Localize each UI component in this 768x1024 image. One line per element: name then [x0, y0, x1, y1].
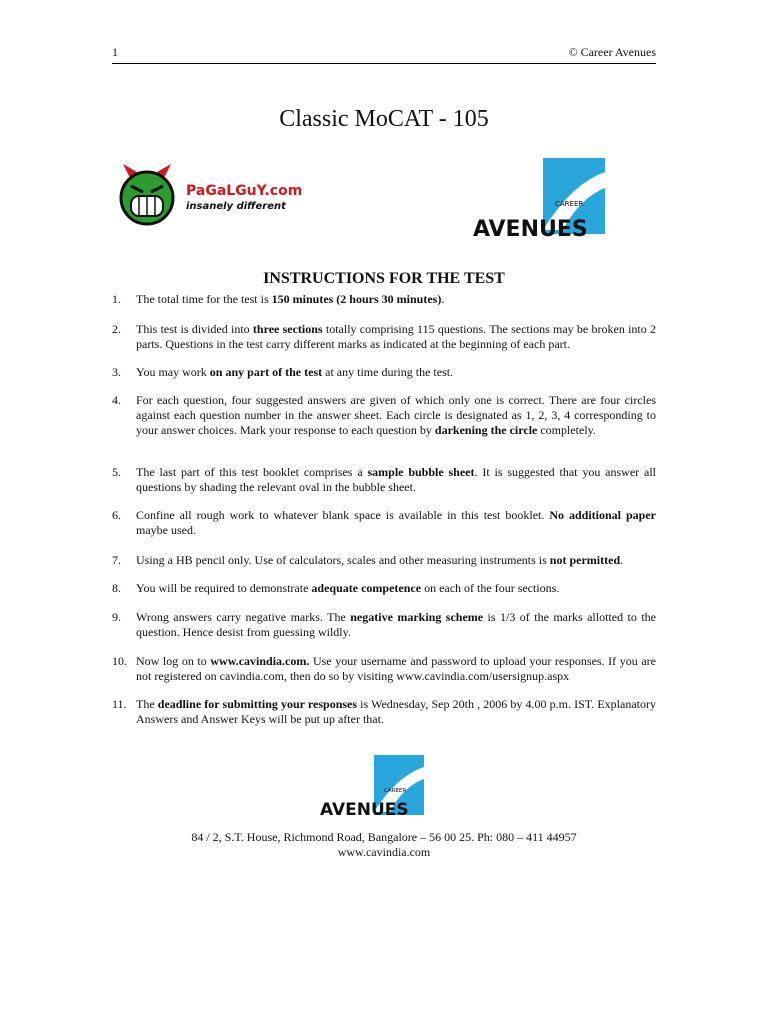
body-text: The last part of this test booklet comprises a	[136, 465, 368, 479]
body-text: You may work	[136, 365, 210, 379]
emphasis-text: sample bubble sheet	[367, 465, 475, 479]
list-item: 9. Wrong answers carry negative marks. The negative marking scheme is 1/3 of the marks allotted to the question. Hence desist from guessing wildly.	[112, 610, 656, 639]
list-item: 4. For each question, four suggested answers are given of which only one is correct. There are four circles against each question number in the answer sheet. Each circle is designated as 1, 2, 3, 4 corresponding to your answer choices. Mark your response to each question by darkening the circle completely.	[112, 393, 656, 437]
copyright-text: © Career Avenues	[568, 45, 656, 59]
instructions-heading: INSTRUCTIONS FOR THE TEST	[263, 270, 505, 287]
body-text: Now log on to	[136, 654, 211, 668]
footer-address: 84 / 2, S.T. House, Richmond Road, Bangalore – 56 00 25. Ph: 080 – 411 44957	[191, 830, 577, 844]
svg-text:CAREER: CAREER	[555, 200, 584, 208]
body-text: You will be required to demonstrate	[136, 581, 312, 595]
list-item: 5. The last part of this test booklet comprises a sample bubble sheet. It is suggested that you answer all questions by shading the relevant oval in the bubble sheet.	[112, 465, 656, 494]
body-text: The total time for the test is	[136, 292, 272, 306]
body-text: maybe used.	[136, 523, 196, 537]
emphasis-text: 150 minutes (2 hours 30 minutes)	[271, 292, 442, 306]
list-item: 2. This test is divided into three sections totally comprising 115 questions. The sections may be broken into 2 parts. Questions in the test carry different marks as indicated at the beginning of each part.	[112, 322, 656, 351]
body-text: For each question, four suggested answers are given of which only one is correct. There are four circles against each question number in the answer sheet. Each circle is designated as 1, 2, 3, 4 corresponding to your answer choices. Mark your response to each question by	[136, 393, 656, 437]
pagalguy-logo-text: PaGaLGuY.com	[186, 183, 303, 199]
list-item: 7. Using a HB pencil only. Use of calculators, scales and other measuring instruments is not permitted.	[112, 553, 624, 567]
emphasis-text: darkening the circle	[434, 423, 538, 437]
body-text: Wrong answers carry negative marks. The	[136, 610, 351, 624]
body-text: is Wednesday, Sep 20th , 2006 by 4.00 p.m. IST. Explanatory Answers and Answer Keys will be put up after that.	[136, 697, 656, 726]
footer-website: www.cavindia.com	[337, 845, 431, 859]
svg-text:AVENUES: AVENUES	[320, 800, 409, 819]
list-item: 6. Confine all rough work to whatever blank space is available in this test booklet. No additional paper maybe used.	[112, 508, 656, 537]
body-text: totally comprising 115 questions. The sections may be broken into 2 parts. Questions in the test carry different marks as indicated at the beginning of each part.	[136, 322, 656, 351]
page-header	[112, 45, 656, 64]
page-title: Classic MoCAT - 105	[279, 106, 489, 132]
emphasis-text: No additional paper	[549, 508, 656, 522]
body-text: at any time during the test.	[322, 365, 454, 379]
body-text: on each of the four sections.	[421, 581, 560, 595]
emphasis-text: adequate competence	[311, 581, 422, 595]
emphasis-text: not permitted	[549, 553, 621, 567]
body-text: completely.	[537, 423, 596, 437]
list-item: 10. Now log on to www.cavindia.com. Use your username and password to upload your responses. If you are not registered on cavindia.com, then do so by visiting www.cavindia.com/usersignup.aspx	[112, 654, 656, 683]
emphasis-text: on any part of the test	[209, 365, 323, 379]
page-number: 1	[112, 45, 118, 59]
body-text: . It is suggested that you answer all questions by shading the relevant oval in the bubble sheet.	[136, 465, 656, 494]
list-item: 8. You will be required to demonstrate adequate competence on each of the four sections.	[112, 581, 560, 595]
list-item: 11. The deadline for submitting your responses is Wednesday, Sep 20th , 2006 by 4.00 p.m. IST. Explanatory Answers and Answer Keys will be put up after that.	[112, 697, 656, 726]
devil-face-icon	[121, 164, 173, 224]
emphasis-text: negative marking scheme	[350, 610, 484, 624]
footer	[0, 830, 768, 860]
emphasis-text: www.cavindia.com.	[210, 654, 310, 668]
career-avenues-footer-logo	[320, 755, 448, 819]
emphasis-text: three sections	[252, 322, 323, 336]
body-text: .	[620, 553, 624, 567]
body-text: Using a HB pencil only. Use of calculators, scales and other measuring instruments is	[136, 553, 550, 567]
emphasis-text: deadline for submitting your responses	[157, 697, 358, 711]
body-text: Use your username and password to upload your responses. If you are not registered on cavindia.com, then do so by visiting www.cavindia.com/usersignup.aspx	[136, 654, 656, 683]
body-text: The	[136, 697, 158, 711]
svg-text:CAREER: CAREER	[384, 788, 407, 794]
career-avenues-logo	[473, 158, 635, 240]
body-text: This test is divided into	[136, 322, 253, 336]
body-text: Confine all rough work to whatever blank space is available in this test booklet.	[136, 508, 550, 522]
list-item: 1. The total time for the test is 150 minutes (2 hours 30 minutes).	[112, 292, 445, 306]
list-item: 3. You may work on any part of the test at any time during the test.	[112, 365, 454, 379]
body-text: .	[441, 292, 445, 306]
svg-text:AVENUES: AVENUES	[473, 217, 588, 240]
pagalguy-tagline: insanely different	[186, 201, 286, 212]
body-text: is 1/3 of the marks allotted to the question. Hence desist from guessing wildly.	[136, 610, 656, 639]
